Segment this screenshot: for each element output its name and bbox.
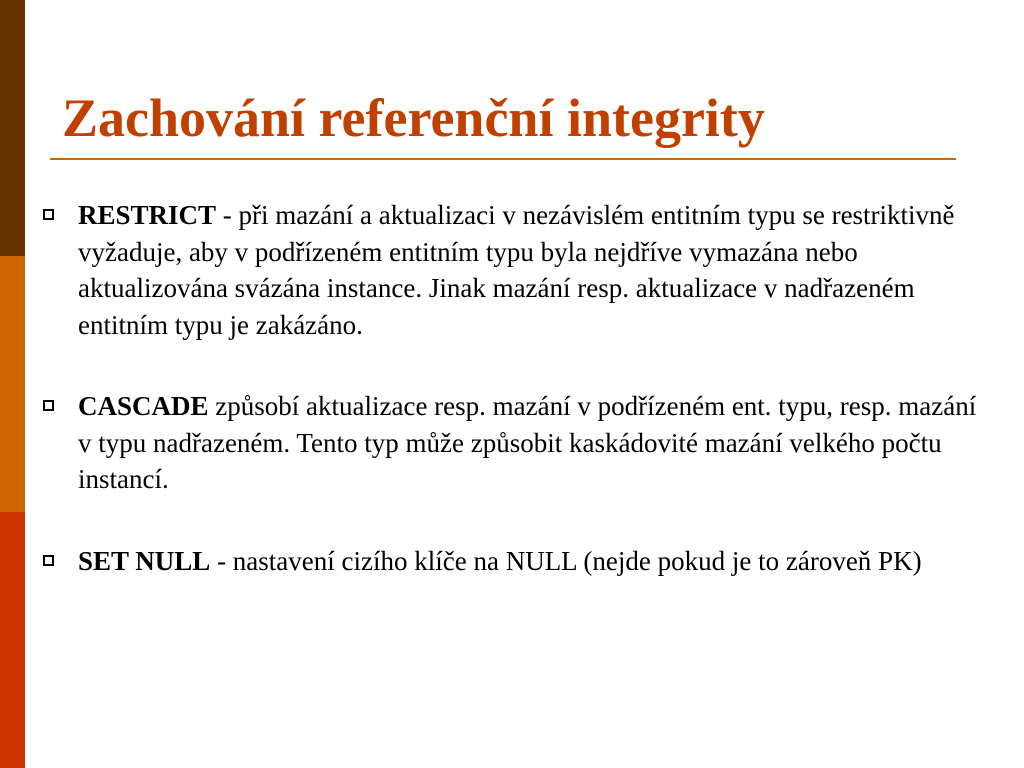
square-bullet-icon <box>43 209 54 220</box>
title-underline <box>50 158 956 160</box>
bullet-term: SET NULL <box>78 545 211 576</box>
bullet-text: - při mazání a aktualizaci v nezávislém entitním typu se restriktivně vyžaduje, aby v podřízeném entitním typu byla nejdříve vymazána nebo aktualizována svázána instance. Jinak mazání resp. aktualizace v nadřazeném entitním typu je zakázáno. <box>78 200 955 340</box>
side-stripe-middle <box>0 256 25 512</box>
bullet-text: - nastavení cizího klíče na NULL (nejde pokud je to zároveň PK) <box>210 545 922 576</box>
bullet-restrict <box>42 197 992 343</box>
bullet-set-null <box>42 543 992 580</box>
square-bullet-icon <box>43 555 54 566</box>
bullet-list <box>42 197 992 579</box>
side-stripe-top <box>0 0 25 256</box>
slide-title: Zachování referenční integrity <box>62 88 765 148</box>
bullet-term: CASCADE <box>78 391 209 421</box>
square-bullet-icon <box>43 400 54 411</box>
bullet-text: způsobí aktualizace resp. mazání v podřízeném ent. typu, resp. mazání v typu nadřazeném. Tento typ může způsobit kaskádovité mazání velkého počtu instancí. <box>78 391 977 494</box>
bullet-cascade <box>42 388 992 498</box>
side-stripe-bottom <box>0 512 25 768</box>
bullet-term: RESTRICT <box>78 200 217 230</box>
